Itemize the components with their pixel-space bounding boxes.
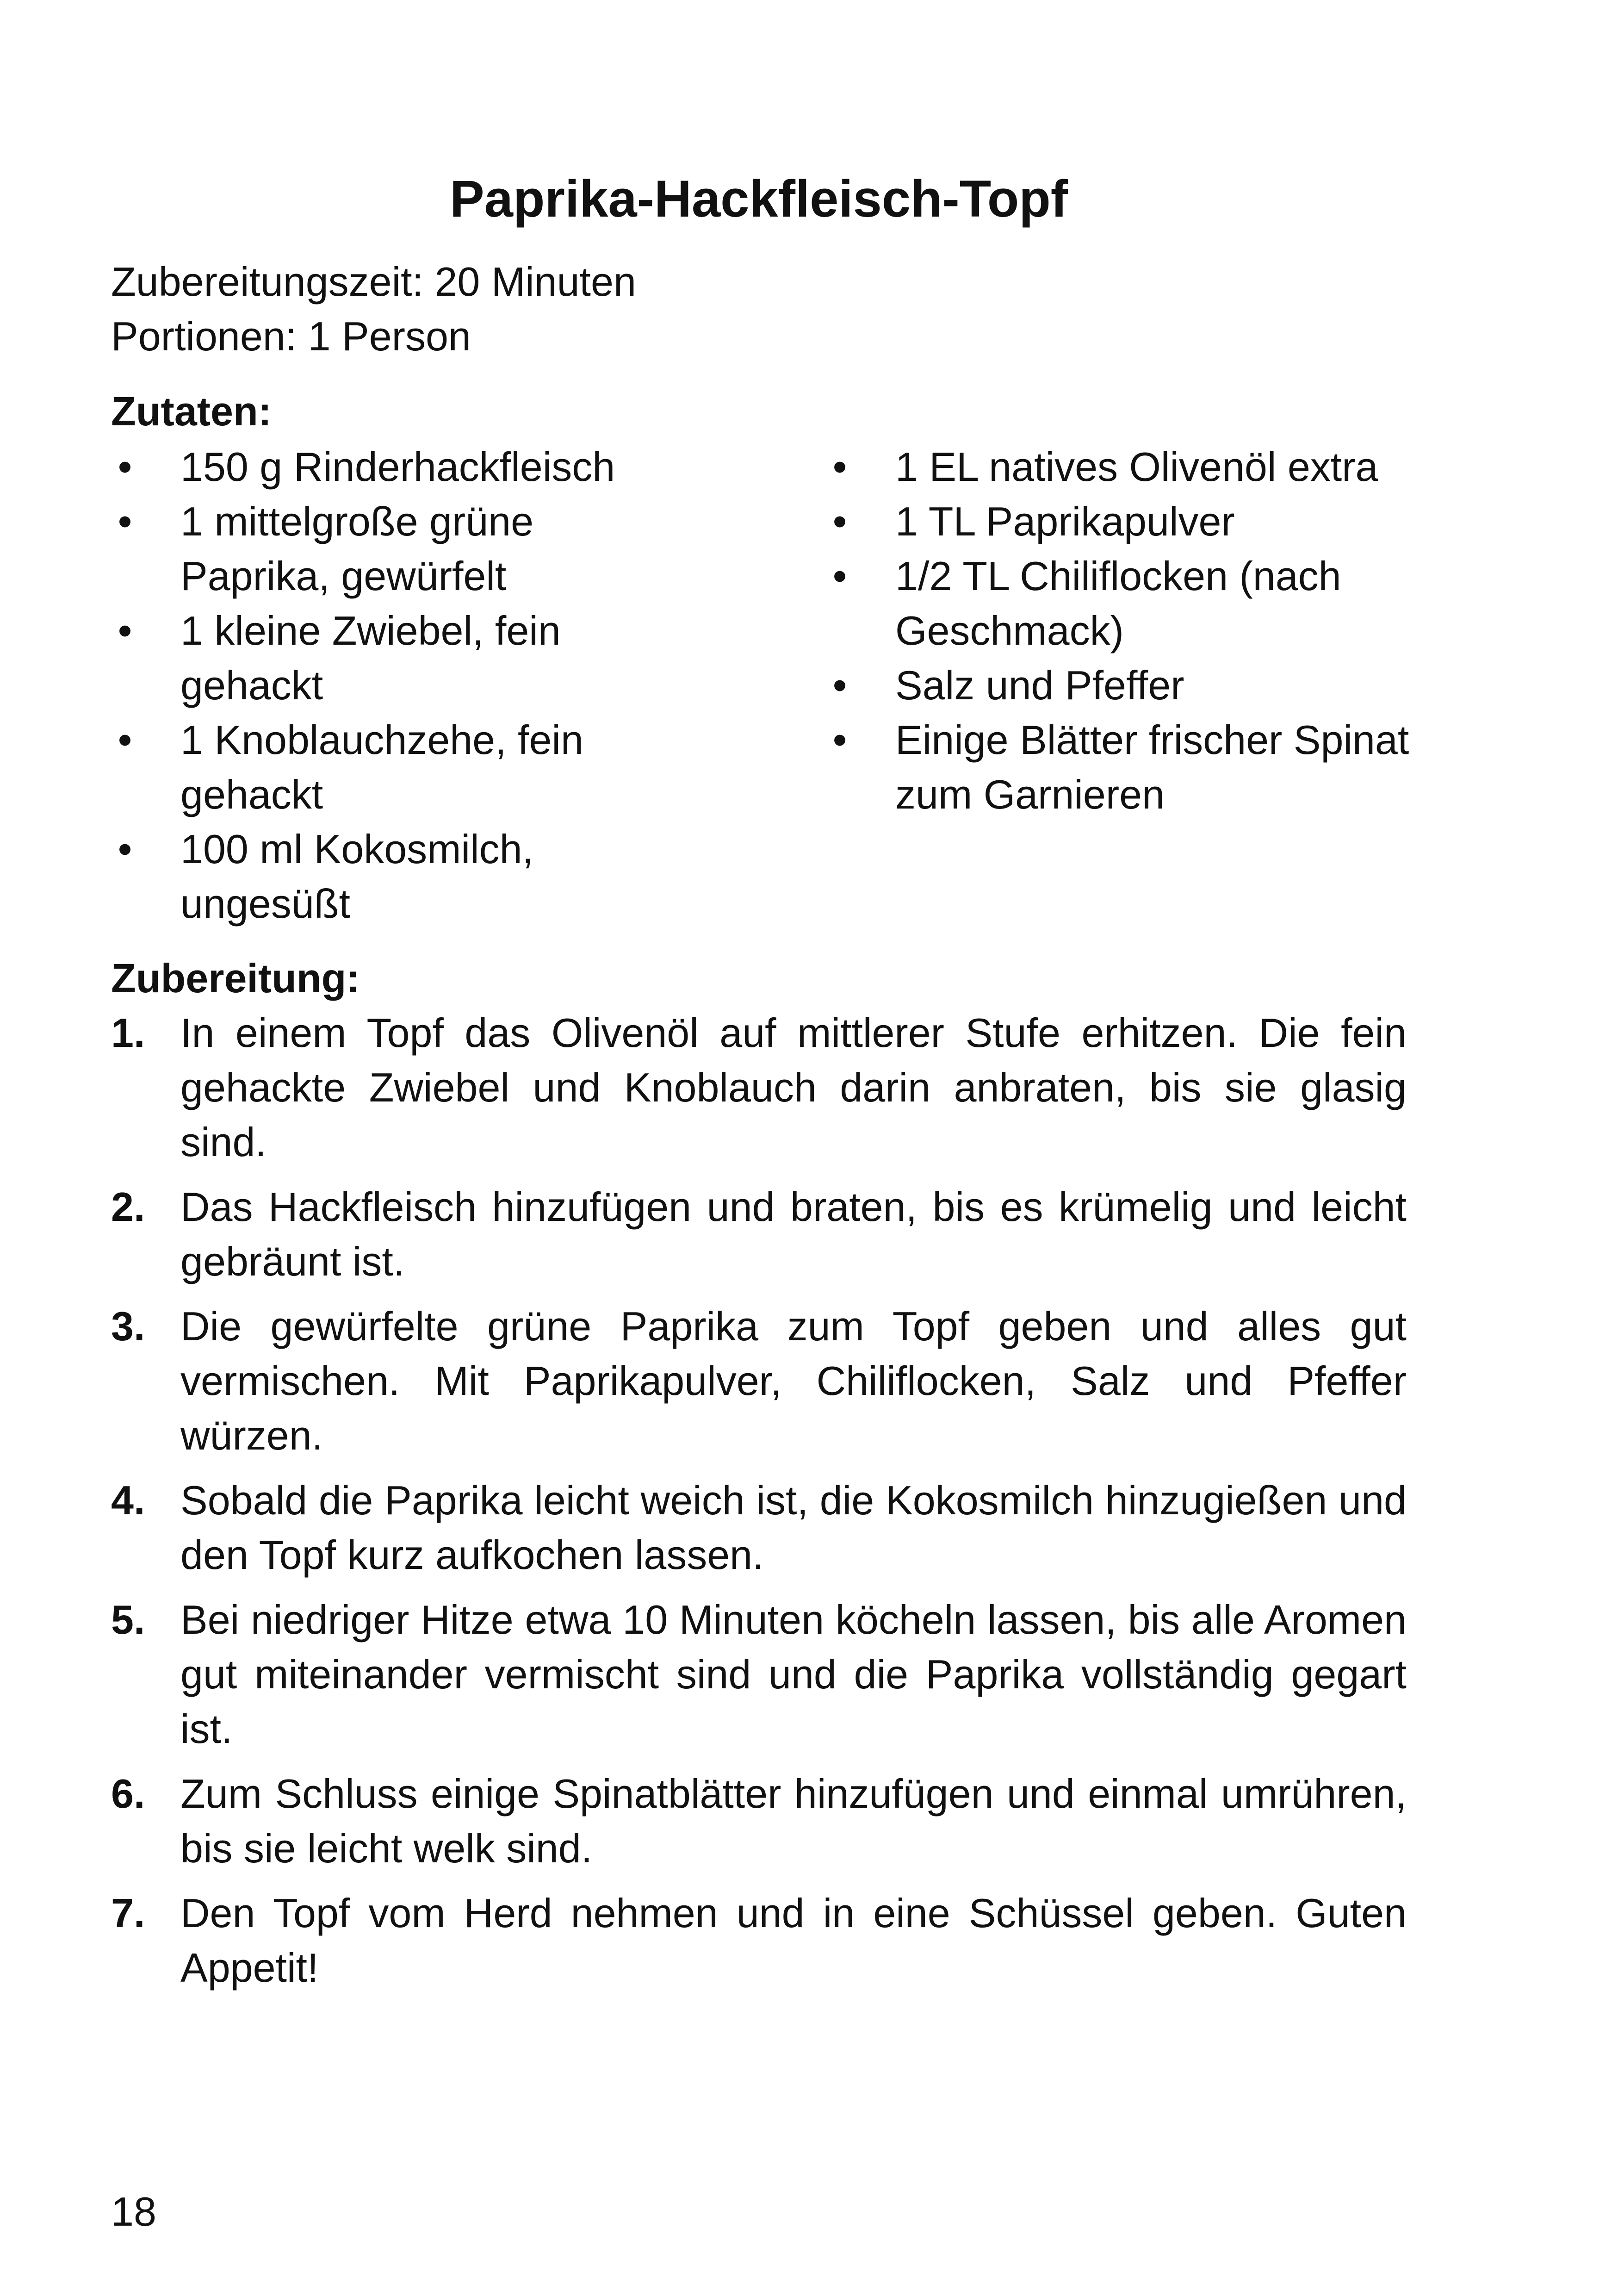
step-number: 3. (111, 1303, 145, 1349)
prep-time: Zubereitungszeit: 20 Minuten (111, 259, 636, 305)
step-item (111, 1886, 1407, 1995)
bullet-icon: • (118, 498, 132, 544)
ingredient-item (111, 494, 689, 604)
bullet-icon: • (832, 662, 847, 708)
ingredient-text: 1 Knoblauchzehe, fein gehackt (180, 717, 583, 817)
ingredient-item (111, 604, 689, 713)
bullet-icon: • (832, 444, 847, 490)
bullet-icon: • (832, 498, 847, 544)
step-number: 6. (111, 1771, 145, 1817)
step-number: 4. (111, 1477, 145, 1523)
step-item (111, 1299, 1407, 1463)
ingredients-list-right (826, 440, 1427, 822)
step-number: 1. (111, 1010, 145, 1056)
ingredient-text: Einige Blätter frischer Spinat zum Garnieren (895, 717, 1409, 817)
ingredients-heading: Zutaten: (111, 388, 272, 434)
ingredient-text: 1/2 TL Chiliflocken (nach Geschmack) (895, 553, 1341, 653)
step-text: Zum Schluss einige Spinatblätter hinzufügen und einmal umrühren, bis sie leicht welk sind. (180, 1771, 1407, 1871)
recipe-meta (111, 255, 636, 364)
ingredient-item (826, 713, 1427, 822)
bullet-icon: • (832, 717, 847, 763)
step-number: 7. (111, 1890, 145, 1936)
ingredient-text: 100 ml Kokosmilch, ungesüßt (180, 826, 533, 927)
preparation-heading: Zubereitung: (111, 955, 360, 1001)
ingredient-item (111, 822, 689, 931)
bullet-icon: • (118, 717, 132, 763)
recipe-title: Paprika-Hackfleisch-Topf (449, 170, 1068, 228)
ingredient-text: 1 kleine Zwiebel, fein gehackt (180, 608, 561, 708)
ingredient-text: 150 g Rinderhackfleisch (180, 444, 615, 490)
step-item (111, 1006, 1407, 1170)
step-text: Die gewürfelte grüne Paprika zum Topf geben und alles gut vermischen. Mit Paprikapulver, Chiliflocken, Salz und Pfeffer würzen. (180, 1303, 1407, 1458)
ingredient-text: Salz und Pfeffer (895, 662, 1184, 708)
ingredient-text: 1 TL Paprikapulver (895, 498, 1235, 544)
step-text: In einem Topf das Olivenöl auf mittlerer Stufe erhitzen. Die fein gehackte Zwiebel und Knoblauch darin anbraten, bis sie glasig sind. (180, 1010, 1407, 1165)
step-number: 2. (111, 1184, 145, 1230)
ingredient-item (111, 713, 689, 822)
ingredient-item (826, 549, 1427, 658)
ingredients-list-left (111, 440, 689, 931)
ingredient-text: 1 mittelgroße grüne Paprika, gewürfelt (180, 498, 534, 599)
ingredient-text: 1 EL natives Olivenöl extra (895, 444, 1378, 490)
bullet-icon: • (118, 608, 132, 653)
step-item (111, 1473, 1407, 1582)
bullet-icon: • (832, 553, 847, 599)
page-number: 18 (111, 2189, 156, 2234)
step-item (111, 1767, 1407, 1876)
step-text: Sobald die Paprika leicht weich ist, die Kokosmilch hinzugießen und den Topf kurz aufkochen lassen. (180, 1477, 1407, 1578)
ingredient-item (826, 440, 1427, 494)
step-text: Das Hackfleisch hinzufügen und braten, bis es krümelig und leicht gebräunt ist. (180, 1184, 1407, 1284)
ingredient-item (826, 494, 1427, 549)
servings: Portionen: 1 Person (111, 313, 471, 359)
step-text: Den Topf vom Herd nehmen und in eine Schüssel geben. Guten Appetit! (180, 1890, 1407, 1991)
bullet-icon: • (118, 826, 132, 872)
preparation-steps (111, 1006, 1407, 2005)
ingredient-item (111, 440, 689, 494)
ingredient-item (826, 658, 1427, 713)
step-number: 5. (111, 1597, 145, 1643)
step-item (111, 1180, 1407, 1289)
step-text: Bei niedriger Hitze etwa 10 Minuten köcheln lassen, bis alle Aromen gut miteinander vermischt sind und die Paprika vollständig gegart ist. (180, 1597, 1407, 1752)
bullet-icon: • (118, 444, 132, 490)
step-item (111, 1593, 1407, 1756)
